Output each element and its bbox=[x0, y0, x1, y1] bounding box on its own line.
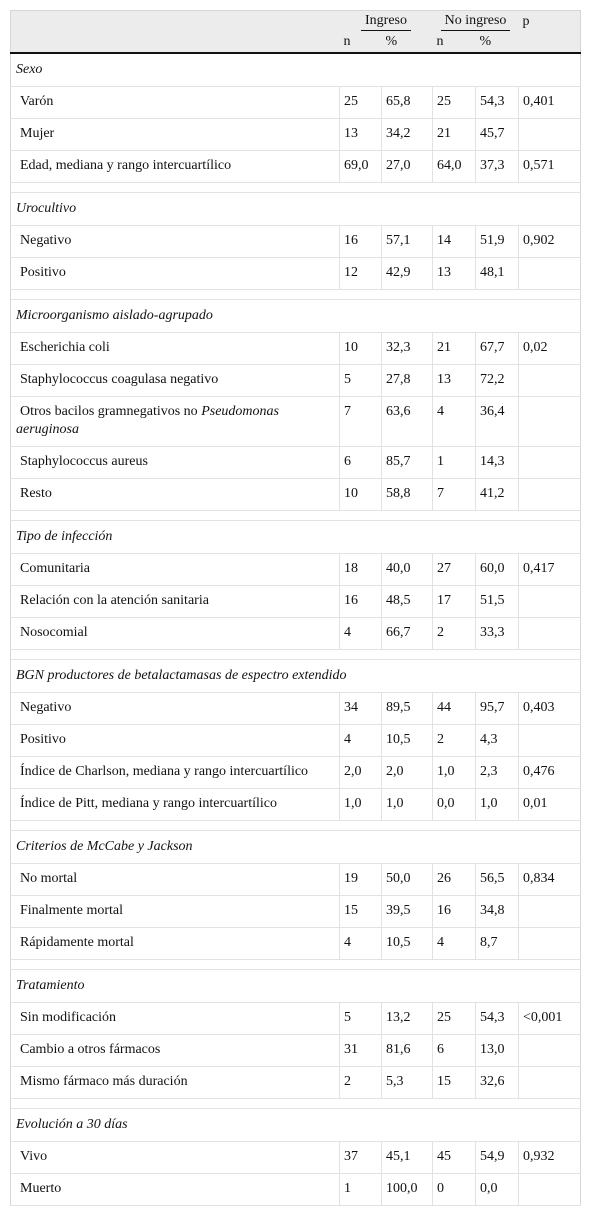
row-label: Comunitaria bbox=[11, 554, 340, 586]
row-label: Vivo bbox=[11, 1142, 340, 1174]
cell-p-value bbox=[519, 1174, 581, 1206]
row-label: Mismo fármaco más duración bbox=[11, 1067, 340, 1099]
cell-pct-no-ingreso: 51,5 bbox=[476, 586, 519, 618]
cell-pct-ingreso: 40,0 bbox=[382, 554, 433, 586]
cell-p-value: 0,401 bbox=[519, 87, 581, 119]
cell-pct-ingreso: 58,8 bbox=[382, 479, 433, 511]
row-label: Finalmente mortal bbox=[11, 896, 340, 928]
cell-n-ingreso: 10 bbox=[340, 333, 382, 365]
row-label: Edad, mediana y rango intercuartílico bbox=[11, 151, 340, 183]
cell-p-value bbox=[519, 896, 581, 928]
cell-n-no-ingreso: 45 bbox=[433, 1142, 476, 1174]
cell-pct-no-ingreso: 34,8 bbox=[476, 896, 519, 928]
cell-p-value: 0,834 bbox=[519, 864, 581, 896]
cell-p-value: 0,932 bbox=[519, 1142, 581, 1174]
cell-p-value bbox=[519, 365, 581, 397]
table-row bbox=[11, 554, 581, 586]
cell-n-no-ingreso: 26 bbox=[433, 864, 476, 896]
table-row bbox=[11, 1067, 581, 1099]
header-sub-pct2: % bbox=[479, 34, 492, 49]
cell-pct-no-ingreso: 51,9 bbox=[476, 226, 519, 258]
table-row bbox=[11, 789, 581, 821]
cell-p-value: <0,001 bbox=[519, 1003, 581, 1035]
cell-n-ingreso: 4 bbox=[340, 928, 382, 960]
cell-pct-no-ingreso: 0,0 bbox=[476, 1174, 519, 1206]
cell-pct-ingreso: 48,5 bbox=[382, 586, 433, 618]
cell-n-no-ingreso: 0 bbox=[433, 1174, 476, 1206]
cell-n-no-ingreso: 21 bbox=[433, 119, 476, 151]
cell-pct-ingreso: 63,6 bbox=[382, 397, 433, 447]
row-label: Varón bbox=[11, 87, 340, 119]
row-label: No mortal bbox=[11, 864, 340, 896]
cell-pct-ingreso: 10,5 bbox=[382, 725, 433, 757]
section-spacer bbox=[11, 960, 581, 970]
row-label: Negativo bbox=[11, 226, 340, 258]
cell-n-no-ingreso: 27 bbox=[433, 554, 476, 586]
cell-n-no-ingreso: 21 bbox=[433, 333, 476, 365]
row-label-species: Pseudomonas aeruginosa bbox=[16, 404, 279, 437]
cell-pct-ingreso: 85,7 bbox=[382, 447, 433, 479]
section-header-row bbox=[11, 660, 581, 693]
cell-p-value: 0,571 bbox=[519, 151, 581, 183]
table-header bbox=[11, 11, 581, 54]
section-spacer bbox=[11, 650, 581, 660]
section-title: Tratamiento bbox=[11, 970, 581, 1003]
table-row bbox=[11, 618, 581, 650]
table-row bbox=[11, 928, 581, 960]
section-spacer bbox=[11, 1099, 581, 1109]
cell-n-ingreso: 34 bbox=[340, 693, 382, 725]
cell-n-no-ingreso: 1 bbox=[433, 447, 476, 479]
header-group-no-ingreso-label: No ingreso bbox=[441, 13, 511, 31]
cell-n-no-ingreso: 25 bbox=[433, 87, 476, 119]
cell-pct-ingreso: 1,0 bbox=[382, 789, 433, 821]
header-group-ingreso bbox=[340, 11, 433, 33]
cell-pct-no-ingreso: 67,7 bbox=[476, 333, 519, 365]
table-row bbox=[11, 479, 581, 511]
table-row bbox=[11, 226, 581, 258]
row-label: Relación con la atención sanitaria bbox=[11, 586, 340, 618]
row-label: Staphylococcus coagulasa negativo bbox=[11, 365, 340, 397]
cell-n-ingreso: 69,0 bbox=[340, 151, 382, 183]
table-row bbox=[11, 1142, 581, 1174]
table-row bbox=[11, 725, 581, 757]
section-title: Criterios de McCabe y Jackson bbox=[11, 831, 581, 864]
cell-pct-ingreso: 34,2 bbox=[382, 119, 433, 151]
table-row bbox=[11, 87, 581, 119]
cell-p-value: 0,403 bbox=[519, 693, 581, 725]
cell-p-value bbox=[519, 928, 581, 960]
row-label: Cambio a otros fármacos bbox=[11, 1035, 340, 1067]
cell-n-ingreso: 15 bbox=[340, 896, 382, 928]
cell-n-ingreso: 4 bbox=[340, 618, 382, 650]
cell-n-ingreso: 10 bbox=[340, 479, 382, 511]
cell-n-ingreso: 16 bbox=[340, 226, 382, 258]
cell-pct-ingreso: 13,2 bbox=[382, 1003, 433, 1035]
cell-pct-no-ingreso: 45,7 bbox=[476, 119, 519, 151]
header-empty bbox=[11, 11, 340, 33]
table-row bbox=[11, 119, 581, 151]
cell-p-value bbox=[519, 586, 581, 618]
cell-n-ingreso: 4 bbox=[340, 725, 382, 757]
cell-n-ingreso: 31 bbox=[340, 1035, 382, 1067]
cell-n-ingreso: 2 bbox=[340, 1067, 382, 1099]
cell-n-no-ingreso: 4 bbox=[433, 928, 476, 960]
table-row bbox=[11, 693, 581, 725]
cell-n-no-ingreso: 16 bbox=[433, 896, 476, 928]
table-row bbox=[11, 864, 581, 896]
cell-pct-ingreso: 27,0 bbox=[382, 151, 433, 183]
table-row bbox=[11, 151, 581, 183]
cell-pct-no-ingreso: 54,9 bbox=[476, 1142, 519, 1174]
cell-pct-ingreso: 45,1 bbox=[382, 1142, 433, 1174]
cell-n-ingreso: 16 bbox=[340, 586, 382, 618]
cell-pct-ingreso: 100,0 bbox=[382, 1174, 433, 1206]
cell-n-no-ingreso: 14 bbox=[433, 226, 476, 258]
cell-p-value: 0,902 bbox=[519, 226, 581, 258]
cell-pct-no-ingreso: 32,6 bbox=[476, 1067, 519, 1099]
cell-n-no-ingreso: 6 bbox=[433, 1035, 476, 1067]
cell-pct-no-ingreso: 36,4 bbox=[476, 397, 519, 447]
cell-p-value bbox=[519, 397, 581, 447]
section-spacer bbox=[11, 511, 581, 521]
header-row-groups bbox=[11, 11, 581, 33]
section-header-row bbox=[11, 300, 581, 333]
cell-p-value bbox=[519, 479, 581, 511]
header-sub-n2: n bbox=[436, 34, 444, 49]
cell-n-ingreso: 13 bbox=[340, 119, 382, 151]
section-title: Urocultivo bbox=[11, 193, 581, 226]
cell-pct-no-ingreso: 56,5 bbox=[476, 864, 519, 896]
cell-p-value: 0,476 bbox=[519, 757, 581, 789]
table-row bbox=[11, 258, 581, 290]
cell-n-no-ingreso: 4 bbox=[433, 397, 476, 447]
cell-p-value: 0,01 bbox=[519, 789, 581, 821]
cell-n-ingreso: 25 bbox=[340, 87, 382, 119]
section-header-row bbox=[11, 521, 581, 554]
cell-pct-ingreso: 39,5 bbox=[382, 896, 433, 928]
section-header-row bbox=[11, 193, 581, 226]
table-row bbox=[11, 1174, 581, 1206]
cell-n-ingreso: 1,0 bbox=[340, 789, 382, 821]
section-spacer bbox=[11, 821, 581, 831]
cell-pct-no-ingreso: 37,3 bbox=[476, 151, 519, 183]
cell-pct-no-ingreso: 48,1 bbox=[476, 258, 519, 290]
cell-pct-no-ingreso: 14,3 bbox=[476, 447, 519, 479]
row-label: Sin modificación bbox=[11, 1003, 340, 1035]
cell-n-no-ingreso: 0,0 bbox=[433, 789, 476, 821]
section-title: Sexo bbox=[11, 53, 581, 87]
cell-n-no-ingreso: 13 bbox=[433, 258, 476, 290]
cell-pct-ingreso: 65,8 bbox=[382, 87, 433, 119]
row-label: Positivo bbox=[11, 725, 340, 757]
section-title: Tipo de infección bbox=[11, 521, 581, 554]
row-label: Rápidamente mortal bbox=[11, 928, 340, 960]
cell-pct-no-ingreso: 1,0 bbox=[476, 789, 519, 821]
cell-n-ingreso: 6 bbox=[340, 447, 382, 479]
cell-n-no-ingreso: 7 bbox=[433, 479, 476, 511]
cell-n-no-ingreso: 1,0 bbox=[433, 757, 476, 789]
row-label: Muerto bbox=[11, 1174, 340, 1206]
table-row bbox=[11, 1035, 581, 1067]
cell-n-ingreso: 2,0 bbox=[340, 757, 382, 789]
cell-n-ingreso: 5 bbox=[340, 365, 382, 397]
cell-pct-ingreso: 81,6 bbox=[382, 1035, 433, 1067]
cell-p-value: 0,02 bbox=[519, 333, 581, 365]
header-empty-2 bbox=[11, 32, 340, 53]
cell-n-ingreso: 19 bbox=[340, 864, 382, 896]
cell-pct-ingreso: 89,5 bbox=[382, 693, 433, 725]
row-label bbox=[11, 397, 340, 447]
cell-pct-ingreso: 42,9 bbox=[382, 258, 433, 290]
header-group-no-ingreso bbox=[433, 11, 519, 33]
cell-pct-no-ingreso: 8,7 bbox=[476, 928, 519, 960]
table-row bbox=[11, 447, 581, 479]
row-label: Resto bbox=[11, 479, 340, 511]
section-header-row bbox=[11, 970, 581, 1003]
row-label: Índice de Charlson, mediana y rango intercuartílico bbox=[11, 757, 340, 789]
section-header-row bbox=[11, 53, 581, 87]
cell-pct-no-ingreso: 41,2 bbox=[476, 479, 519, 511]
row-label: Negativo bbox=[11, 693, 340, 725]
cell-p-value bbox=[519, 1035, 581, 1067]
cell-pct-ingreso: 10,5 bbox=[382, 928, 433, 960]
cell-p-value bbox=[519, 618, 581, 650]
cell-p-value bbox=[519, 447, 581, 479]
cell-pct-no-ingreso: 4,3 bbox=[476, 725, 519, 757]
cell-pct-ingreso: 66,7 bbox=[382, 618, 433, 650]
section-spacer bbox=[11, 290, 581, 300]
cell-pct-ingreso: 5,3 bbox=[382, 1067, 433, 1099]
row-label: Índice de Pitt, mediana y rango intercuartílico bbox=[11, 789, 340, 821]
table-row bbox=[11, 1003, 581, 1035]
table-row bbox=[11, 757, 581, 789]
header-p: p bbox=[522, 13, 530, 29]
cell-p-value: 0,417 bbox=[519, 554, 581, 586]
table-row bbox=[11, 896, 581, 928]
cell-n-ingreso: 5 bbox=[340, 1003, 382, 1035]
row-label: Escherichia coli bbox=[11, 333, 340, 365]
table-row bbox=[11, 333, 581, 365]
cell-pct-ingreso: 27,8 bbox=[382, 365, 433, 397]
cell-pct-ingreso: 2,0 bbox=[382, 757, 433, 789]
cell-n-no-ingreso: 64,0 bbox=[433, 151, 476, 183]
cell-pct-ingreso: 32,3 bbox=[382, 333, 433, 365]
cell-pct-no-ingreso: 13,0 bbox=[476, 1035, 519, 1067]
cell-pct-ingreso: 57,1 bbox=[382, 226, 433, 258]
cell-n-no-ingreso: 15 bbox=[433, 1067, 476, 1099]
table-row bbox=[11, 365, 581, 397]
cell-n-no-ingreso: 44 bbox=[433, 693, 476, 725]
header-row-sub bbox=[11, 32, 581, 53]
section-title: BGN productores de betalactamasas de espectro extendido bbox=[11, 660, 581, 693]
section-spacer bbox=[11, 183, 581, 193]
table-row bbox=[11, 586, 581, 618]
table-row bbox=[11, 397, 581, 447]
table-body bbox=[11, 53, 581, 1206]
header-group-ingreso-label: Ingreso bbox=[361, 13, 411, 31]
cell-pct-no-ingreso: 72,2 bbox=[476, 365, 519, 397]
cell-p-value bbox=[519, 258, 581, 290]
cell-pct-ingreso: 50,0 bbox=[382, 864, 433, 896]
cell-p-value bbox=[519, 1067, 581, 1099]
cell-p-value bbox=[519, 725, 581, 757]
cell-n-ingreso: 12 bbox=[340, 258, 382, 290]
cell-pct-no-ingreso: 60,0 bbox=[476, 554, 519, 586]
row-label-text: Otros bacilos gramnegativos no bbox=[20, 404, 202, 419]
cell-n-ingreso: 7 bbox=[340, 397, 382, 447]
cell-pct-no-ingreso: 33,3 bbox=[476, 618, 519, 650]
header-empty-3 bbox=[519, 32, 581, 53]
cell-n-ingreso: 1 bbox=[340, 1174, 382, 1206]
cell-n-no-ingreso: 13 bbox=[433, 365, 476, 397]
cell-pct-no-ingreso: 2,3 bbox=[476, 757, 519, 789]
data-table bbox=[10, 10, 581, 1206]
row-label: Mujer bbox=[11, 119, 340, 151]
cell-n-no-ingreso: 25 bbox=[433, 1003, 476, 1035]
cell-pct-no-ingreso: 54,3 bbox=[476, 87, 519, 119]
header-sub-n1: n bbox=[343, 34, 351, 49]
cell-n-ingreso: 18 bbox=[340, 554, 382, 586]
cell-n-no-ingreso: 17 bbox=[433, 586, 476, 618]
cell-n-ingreso: 37 bbox=[340, 1142, 382, 1174]
section-title: Evolución a 30 días bbox=[11, 1109, 581, 1142]
section-title: Microorganismo aislado-agrupado bbox=[11, 300, 581, 333]
row-label: Nosocomial bbox=[11, 618, 340, 650]
header-sub-pct1: % bbox=[385, 34, 398, 49]
cell-n-no-ingreso: 2 bbox=[433, 618, 476, 650]
cell-n-no-ingreso: 2 bbox=[433, 725, 476, 757]
cell-pct-no-ingreso: 95,7 bbox=[476, 693, 519, 725]
cell-p-value bbox=[519, 119, 581, 151]
row-label: Positivo bbox=[11, 258, 340, 290]
cell-pct-no-ingreso: 54,3 bbox=[476, 1003, 519, 1035]
section-header-row bbox=[11, 831, 581, 864]
row-label: Staphylococcus aureus bbox=[11, 447, 340, 479]
section-header-row bbox=[11, 1109, 581, 1142]
